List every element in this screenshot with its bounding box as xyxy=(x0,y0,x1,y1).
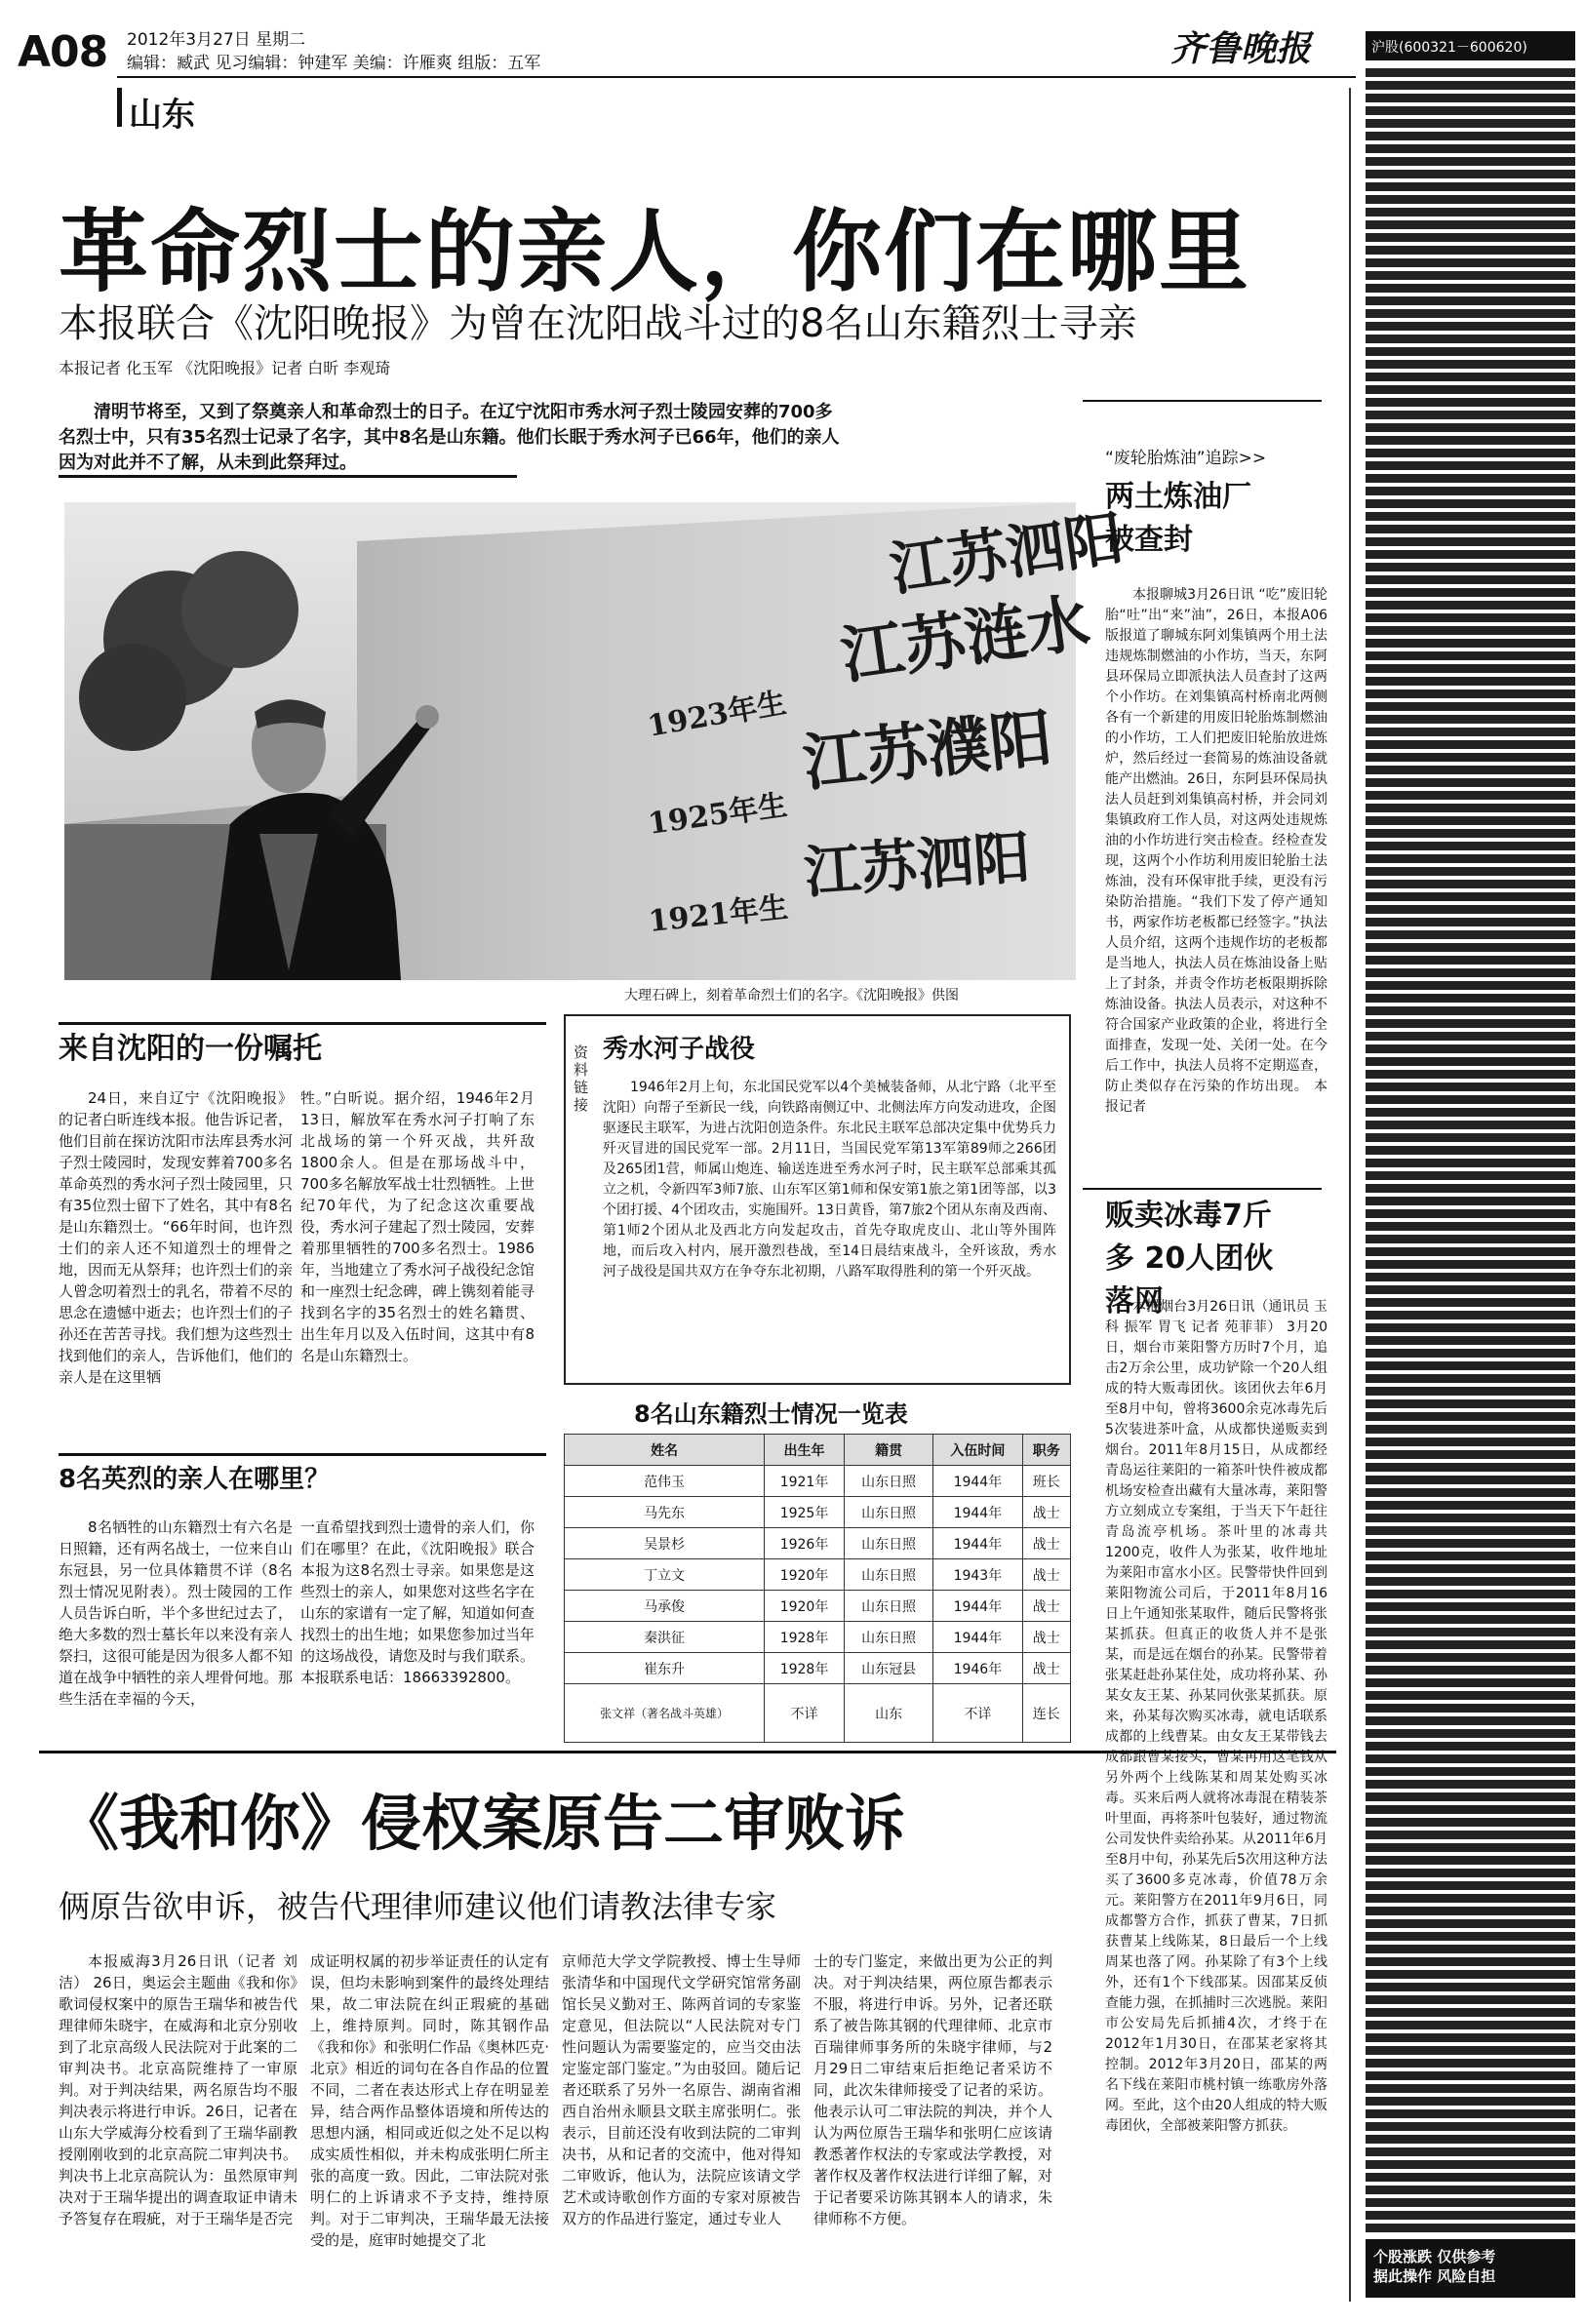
table-row xyxy=(565,1466,1071,1497)
table-cell: 1944年 xyxy=(933,1622,1022,1653)
table-cell: 不详 xyxy=(765,1684,845,1743)
col-header-rank: 职务 xyxy=(1022,1435,1070,1466)
table-row xyxy=(565,1528,1071,1559)
table-cell: 战士 xyxy=(1022,1622,1070,1653)
page-headline: 革命烈士的亲人，你们在哪里 xyxy=(59,200,1251,304)
table-row xyxy=(565,1622,1071,1653)
table-cell: 1944年 xyxy=(933,1497,1022,1528)
table-cell: 1946年 xyxy=(933,1653,1022,1684)
table-cell: 班长 xyxy=(1022,1466,1070,1497)
table-row xyxy=(565,1559,1071,1591)
col-header-origin: 籍贯 xyxy=(844,1435,932,1466)
table-cell: 丁立文 xyxy=(565,1559,765,1591)
table-cell: 1925年 xyxy=(765,1497,845,1528)
story1-column-1: 24日，来自辽宁《沈阳晚报》的记者白昕连线本报。他告诉记者，他们目前在探访沈阳市法库县秀水河子烈士陵园时，发现安葬着700多名革命英烈的秀水河子烈士陵园里，只有35位烈士留下了姓名，其中有8名是山东籍烈士。“66年时间，也许烈士们的亲人还不知道烈士的埋骨之地，因而无从祭拜；也许烈士们的亲人曾念叨着烈士的乳名，带着不尽的思念在遗憾中逝去；也许烈士们的子孙还在苦苦寻找。我们想为这些烈士找到他们的亲人，告诉他们，他们的亲人是在这里牺 xyxy=(59,1089,294,1386)
inscription-5: 1923年生 xyxy=(645,686,789,744)
box-text: 1946年2月上旬，东北国民党军以4个美械装备师，从北宁路（北平至沈阳）向帮子至新民一线，向铁路南侧辽中、北侧法库方向发动进攻，企图驱逐民主联军，为进占沈阳创造条件。东北民主联军总部决定集中优势兵力歼灭冒进的国民党军一部。2月11日，当国民党军第13军第89师之266团及265团1营，师属山炮连、输送连进至秀水河子时，民主联军总部乘其孤立之机，令新四军3师7旅、山东军区第1师和保安第1旅之第1团等部，以3个团打援、4个团攻击，实施围歼。13日黄昏，第7旅2个团从东南及西南、第1师2个团从北及西北方向发起攻击，首先夺取虎皮山、北山等外围阵地，而后攻入村内，展开激烈巷战，至14日晨结束战斗，全歼该敌，秀水河子战役是国共双方在争夺东北初期，八路军取得胜利的第一个歼灭战。 xyxy=(603,1080,1056,1280)
table-cell: 不详 xyxy=(933,1684,1022,1743)
story1-column-2: 牲。”白昕说。据介绍，1946年2月13日，解放军在秀水河子打响了东北战场的第一个歼灭战，共歼敌1800余人。但是在那场战斗中，700多名解放军战士壮烈牺牲。上世纪70年代，为了纪念这次重要战役，秀水河子建起了烈士陵园，安葬着那里牺牲的700多名烈士。1986年，当地建立了秀水河子战役纪念馆和一座烈士纪念碑，碑上镌刻着能寻找到名字的35名烈士的姓名籍贯、出生年月以及入伍时间，这其中有8名是山东籍烈士。 xyxy=(300,1089,535,1364)
column-divider xyxy=(1349,88,1351,2302)
side2-text: 本报烟台3月26日讯（通讯员 玉科 振军 胃飞 记者 苑菲菲） 3月20日，烟台市莱阳警方历时7个月，追击2万余公里，成功铲除一个20人组成的特大贩毒团伙。该团伙去年6月至8月中旬，曾将3600余克冰毒先后5次装进茶叶盒，从成都快递贩卖到烟台。2011年8月15日，从成都经青岛运往莱阳的一箱茶叶快件被成都机场安检查出藏有大量冰毒，莱阳警方立刻成立专案组，于当天下午赶往青岛流亭机场。茶叶里的冰毒共1200克，收件人为张某，收件地址为莱阳市富水小区。民警带快件回到莱阳物流公司后，于2011年8月16日上午通知张某取件，随后民警将张某抓获。但真正的收货人并不是张某，而是远在烟台的孙某。民警带着张某赶赴孙某住处，成功将孙某、孙某女友王某、孙某同伙张某抓获。原来，孙某每次购买冰毒，就电话联系成都的上线曹某。由女友王某带钱去成都跟曹某接头，曹某再用这笔钱从另外两个上线陈某和周某处购买冰毒。买来后两人就将冰毒混在精装茶叶里面，再将茶叶包装好，通过物流公司发快件卖给孙某。从2011年6月至8月中旬，孙某先后5次用这种方法买了3600多克冰毒，价值78万余元。莱阳警方在2011年9月6日，同成都警方合作，抓获了曹某，7日抓获曹某上线陈某，8日最后一个上线周某也落了网。孙某除了有3个上线外，还有1个下线邵某。因邵某反侦查能力强，在抓捕时三次逃脱。莱阳市公安局先后抓捕4次，才终于在2012年1月30日，在邵某老家将其控制。2012年3月20日，邵某的两名下线在莱阳市桃村镇一练歌房外落网。至此，这个由20人组成的特大贩毒团伙，全部被莱阳警方抓获。 xyxy=(1105,1299,1327,2134)
story2-title: 8名英烈的亲人在哪里？ xyxy=(59,1465,331,1494)
col-header-name: 姓名 xyxy=(565,1435,765,1466)
table-cell: 范伟玉 xyxy=(565,1466,765,1497)
lede-paragraph: 清明节将至，又到了祭奠亲人和革命烈士的日子。在辽宁沈阳市秀水河子烈士陵园安葬的700多名烈士中，只有35名烈士记录了名字，其中8名是山东籍。他们长眠于秀水河子已66年，他们的亲人因为对此并不了解，从未到此祭拜过。 xyxy=(59,402,840,473)
editor-credits: 编辑：臧武 见习编辑：钟建军 美编：许雁爽 组版：五军 xyxy=(127,54,541,73)
inscription-6: 1925年生 xyxy=(646,788,790,842)
issue-date: 2012年3月27日 星期二 xyxy=(127,30,306,50)
table-cell: 山东 xyxy=(844,1684,932,1743)
inscription-2: 江苏涟水 xyxy=(836,585,1094,693)
table-row xyxy=(565,1591,1071,1622)
table-cell: 山东日照 xyxy=(844,1466,932,1497)
table-title: 8名山东籍烈士情况一览表 xyxy=(634,1400,908,1428)
inscription-1: 江苏泗阳 xyxy=(886,504,1128,605)
col-header-birth: 出生年 xyxy=(765,1435,845,1466)
story1-title: 来自沈阳的一份嘱托 xyxy=(59,1032,322,1066)
story3-column-4: 士的专门鉴定，来做出更为公正的判决。对于判决结果，两位原告都表示不服，将进行申诉。另外，记者还联系了被告陈其钢的代理律师、北京市百瑞律师事务所的朱晓宇律师，与2月29日二审结束后拒绝记者采访不同，此次朱律师接受了记者的采访。他表示认可二审法院的判决，并个人认为两位原告王瑞华和张明仁应该请教悉著作权法的专家或法学教授，对著作权及著作权法进行详细了解，对于记者要采访陈其钢本人的请求，朱律师称不方便。 xyxy=(813,1952,1052,2227)
table-cell: 崔东升 xyxy=(565,1653,765,1684)
table-cell: 山东日照 xyxy=(844,1559,932,1591)
story3-subhead: 俩原告欲申诉，被告代理律师建议他们请教法律专家 xyxy=(59,1888,777,1925)
side1-title: 两土炼油厂被查封 xyxy=(1105,480,1251,557)
section-name: 山东 xyxy=(129,96,195,135)
photo-illustration xyxy=(64,502,1128,980)
box-title: 秀水河子战役 xyxy=(603,1035,756,1064)
table-cell: 1944年 xyxy=(933,1466,1022,1497)
table-cell: 战士 xyxy=(1022,1591,1070,1622)
table-cell: 战士 xyxy=(1022,1528,1070,1559)
section-marker xyxy=(117,88,122,127)
table-cell: 马先东 xyxy=(565,1497,765,1528)
table-cell: 1920年 xyxy=(765,1559,845,1591)
table-cell: 1944年 xyxy=(933,1528,1022,1559)
stock-list-header: 沪股(600321－600620) xyxy=(1366,31,1575,60)
table-cell: 战士 xyxy=(1022,1559,1070,1591)
table-cell: 山东日照 xyxy=(844,1528,932,1559)
table-cell: 1943年 xyxy=(933,1559,1022,1591)
table-cell: 山东冠县 xyxy=(844,1653,932,1684)
table-row xyxy=(565,1653,1071,1684)
table-cell: 1921年 xyxy=(765,1466,845,1497)
side1-text: 本报聊城3月26日讯 “吃”废旧轮胎“吐”出“来”油”，26日，本报A06版报道了聊城东阿刘集镇两个用土法违规炼制燃油的小作坊，当天，东阿县环保局立即派执法人员查封了这两个小作坊。在刘集镇高村桥南北两侧各有一个新建的用废旧轮胎炼制燃油的小作坊，工人们把废旧轮胎放进炼炉，然后经过一套简易的炼油设备就能产出燃油。26日，东阿县环保局执法人员赶到刘集镇高村桥，并会同刘集镇政府工作人员，对这两处违规炼油的小作坊进行突击检查。经检查发现，这两个小作坊利用废旧轮胎土法炼油，没有环保审批手续，更没有污染防治措施。“我们下发了停产通知书，两家作坊老板都已经签字。”执法人员介绍，这两个违规作坊的老板都是当地人，执法人员在炼油设备上贴上了封条，并责令作坊老板限期拆除炼油设备。执法人员表示，对这种不符合国家产业政策的企业，将进行全面排查，发现一处、关闭一处。在今后工作中，执法人员将不定期巡查，防止类似存在污染的作坊出现。 本报记者 xyxy=(1105,587,1327,1115)
story2-rule xyxy=(59,1453,546,1456)
story3-column-3: 京师范大学文学院教授、博士生导师张清华和中国现代文学研究馆常务副馆长吴义勤对王、陈两首词的专家鉴定意见，但法院以“人民法院对专门性问题认为需要鉴定的，应当交由法定鉴定部门鉴定。”为由驳回。随后记者还联系了另外一名原告、湖南省湘西自治州永顺县文联主席张明仁。张表示，目前还没有收到法院的二审判决书，从和记者的交流中，他对得知二审败诉，他认为，法院应该请文学艺术或诗歌创作方面的专家对原被告双方的作品进行鉴定，通过专业人 xyxy=(562,1952,801,2227)
martyrs-table xyxy=(564,1434,1071,1743)
table-cell: 马承俊 xyxy=(565,1591,765,1622)
page-number: A08 xyxy=(18,27,108,77)
story2-column-2: 一直希望找到烈士遗骨的亲人们，你们在哪里？在此，《沈阳晚报》联合本报为这8名烈士寻亲。如果您是这些烈士的亲人，如果您对这些名字在山东的家谱有一定了解，知道如何查找烈士的出生地；如果您参加过当年的这场战役，请您及时与我们联系。本报联系电话：18663392800。 xyxy=(300,1518,535,1686)
inscription-4: 江苏泗阳 xyxy=(802,823,1033,906)
side1-kicker: “废轮胎炼油”追踪>> xyxy=(1105,449,1267,468)
newspaper-logo: 齐鲁晚报 xyxy=(1170,28,1312,69)
table-row xyxy=(565,1684,1071,1743)
story3-column-2: 成证明权属的初步举证责任的认定有误，但均未影响到案件的最终处理结果，故二审法院在纠正瑕疵的基础上，维持原判。同时，陈其钢作品《我和你》和张明仁作品《奥林匹克·北京》相近的词句在各自作品的位置不同，二者在表达形式上存在明显差异，结合两作品整体语境和所传达的思想内涵，相同或近似之处不足以构成实质性相似，并未构成张明仁所主张的高度一致。因此，二审法院对张明仁的上诉请求不予支持，维持原判。对于二审判决，王瑞华最无法接受的是，庭审时她提交了北 xyxy=(310,1952,549,2249)
footer-line-2: 据此操作 风险自担 xyxy=(1373,2267,1496,2285)
table-cell: 张文祥（著名战斗英雄） xyxy=(565,1684,765,1743)
lede-rule xyxy=(59,475,517,478)
table-cell: 战士 xyxy=(1022,1653,1070,1684)
side2-rule xyxy=(1083,1188,1322,1190)
box-tag: 资料链接 xyxy=(574,1044,589,1114)
table-cell: 1928年 xyxy=(765,1653,845,1684)
table-cell: 1920年 xyxy=(765,1591,845,1622)
table-cell: 1926年 xyxy=(765,1528,845,1559)
side-column-rule xyxy=(1083,400,1322,402)
table-cell: 连长 xyxy=(1022,1684,1070,1743)
side2-title: 贩卖冰毒7斤多 20人团伙落网 xyxy=(1105,1199,1274,1319)
memorial-photo xyxy=(64,502,1128,980)
photo-caption: 大理石碑上，刻着革命烈士们的名字。《沈阳晚报》供图 xyxy=(624,988,959,1004)
table-cell: 山东日照 xyxy=(844,1591,932,1622)
header-rule xyxy=(117,76,1356,78)
table-cell: 1928年 xyxy=(765,1622,845,1653)
table-cell: 1944年 xyxy=(933,1591,1022,1622)
table-cell: 山东日照 xyxy=(844,1622,932,1653)
stock-quote-list xyxy=(1366,68,1575,2233)
footer-line-1: 个股涨跌 仅供参考 xyxy=(1373,2248,1496,2265)
table-cell: 秦洪征 xyxy=(565,1622,765,1653)
col-header-enlist: 入伍时间 xyxy=(933,1435,1022,1466)
story2-column-1: 8名牺牲的山东籍烈士有六名是日照籍，还有两名战士，一位来自山东冠县，另一位具体籍贯不详（8名烈士情况见附表）。烈士陵园的工作人员告诉白昕，半个多世纪过去了，绝大多数的烈士墓长年以来没有亲人祭扫，这很可能是因为很多人都不知道在战争中牺牲的亲人埋骨何地。那些生活在幸福的今天， xyxy=(59,1518,294,1708)
stock-list-footer xyxy=(1366,2239,1575,2298)
table-cell: 战士 xyxy=(1022,1497,1070,1528)
inscription-7: 1921年生 xyxy=(647,890,790,939)
byline: 本报记者 化玉军 《沈阳晚报》记者 白昕 李观琦 xyxy=(59,359,391,377)
page-subhead: 本报联合《沈阳晚报》为曾在沈阳战斗过的8名山东籍烈士寻亲 xyxy=(59,301,1137,346)
story3-headline: 《我和你》侵权案原告二审败诉 xyxy=(59,1788,906,1859)
table-row xyxy=(565,1497,1071,1528)
table-cell: 吴景杉 xyxy=(565,1528,765,1559)
story3-column-1: 本报威海3月26日讯（记者 刘洁） 26日，奥运会主题曲《我和你》歌词侵权案中的原告王瑞华和被告代理律师朱晓宇，在威海和北京分别收到了北京高级人民法院对于此案的二审判决书。北京高院维持了一审原判。对于判决结果，两名原告均不服判决表示将进行申诉。26日，记者在山东大学威海分校看到了王瑞华副教授刚刚收到的北京高院二审判决书。判决书上北京高院认为：虽然原审判决对于王瑞华提出的调查取证申请未予答复存在瑕疵，对于王瑞华是否完 xyxy=(59,1952,297,2227)
inscription-3: 江苏濮阳 xyxy=(799,701,1056,801)
table-header-row xyxy=(565,1435,1071,1466)
table-cell: 山东日照 xyxy=(844,1497,932,1528)
